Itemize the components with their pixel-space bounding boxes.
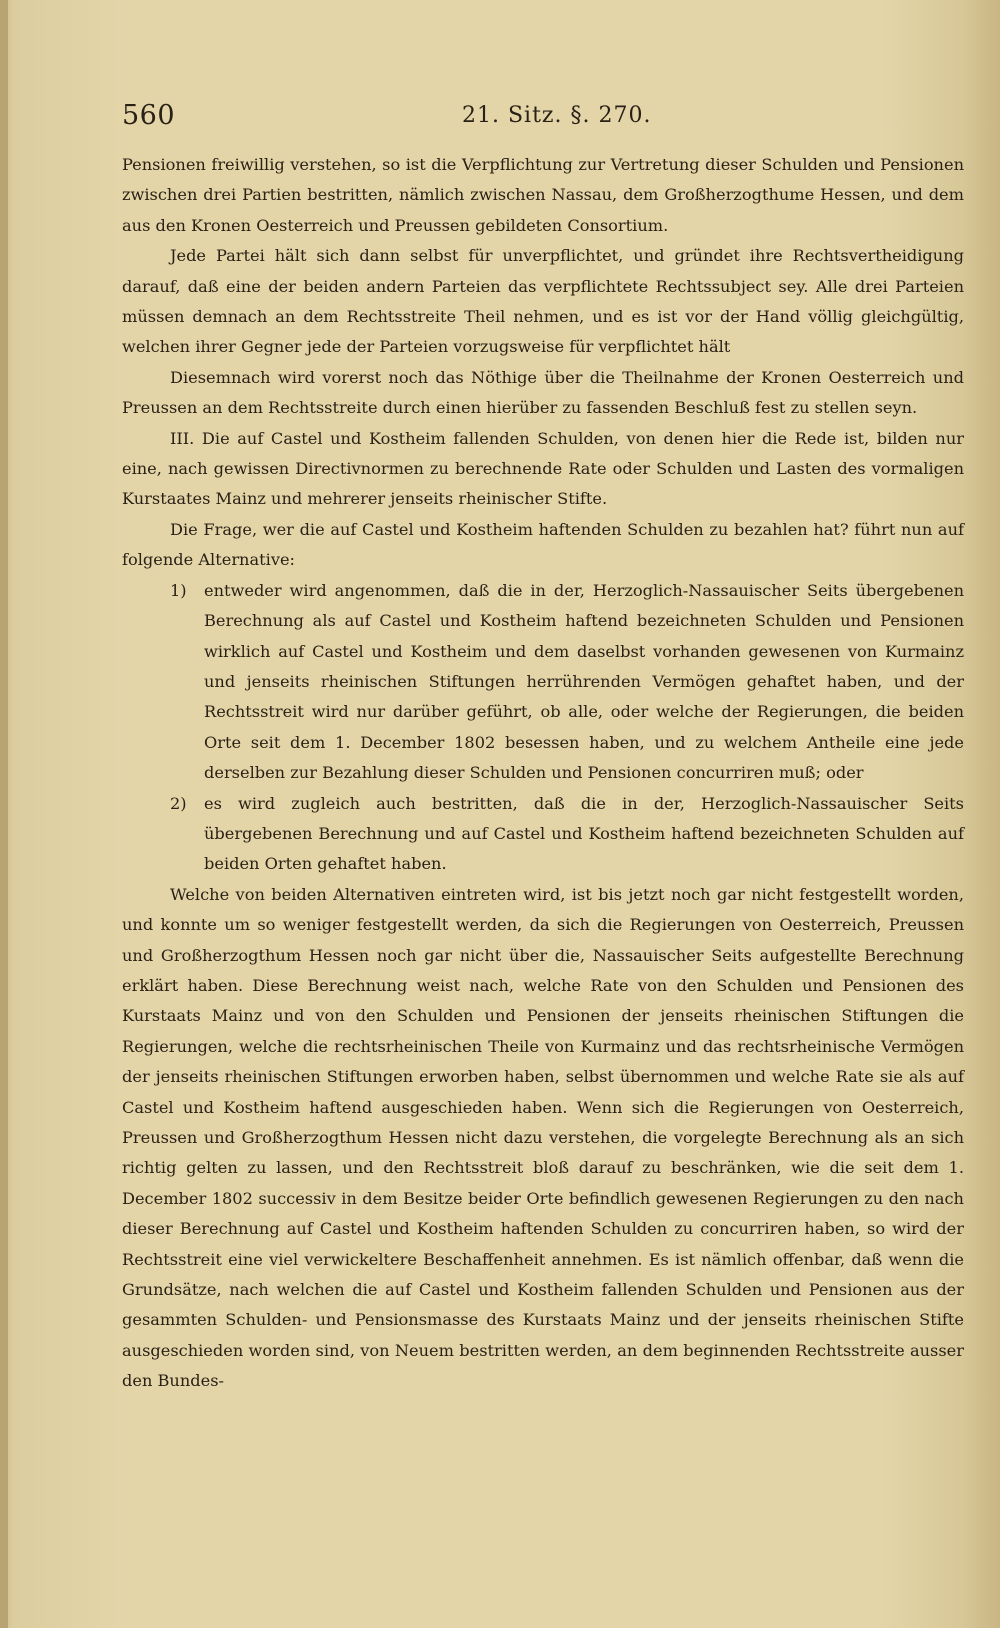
list-item bbox=[122, 789, 964, 880]
page-header bbox=[122, 100, 962, 140]
paragraph-diesemnach: Diesemnach wird vorerst noch das Nöthige über die Theilnahme der Kronen Oesterreich und Preussen an dem Rechtsstreite durch einen hierüber zu fassenden Beschluß fest zu stellen seyn. bbox=[122, 367, 964, 418]
paragraph-section-three: III. Die auf Castel und Kostheim fallenden Schulden, von denen hier die Rede ist, bilden nur eine, nach gewissen Directivnormen zu berechnende Rate oder Schulden und Lasten des vormaligen Kurstaates Mainz und mehrerer jenseits rheinischer Stifte. bbox=[122, 428, 964, 509]
list-item-number: 2) bbox=[170, 793, 187, 813]
running-title: 21. Sitz. §. 270. bbox=[462, 103, 652, 128]
list-item-text: es wird zugleich auch bestritten, daß die in der, Herzoglich-Nassauischer Seits übergebenen Berechnung und auf Castel und Kostheim haftend bezeichneten Schulden auf beiden Orten gehaftet haben. bbox=[204, 793, 964, 874]
paragraph-welche: Welche von beiden Alternativen eintreten wird, ist bis jetzt noch gar nicht festgestellt worden, und konnte um so weniger festgestellt werden, da sich die Regierungen von Oesterreich, Preussen und Großherzogthum Hessen noch gar nicht über die, Nassauischer Seits aufgestellte Berechnung erklärt haben. Diese Berechnung weist nach, welche Rate von den Schulden und Pensionen des Kurstaats Mainz und von den Schulden und Pensionen der jenseits rheinischen Stiftungen die Regierungen, welche die rechtsrheinischen Theile von Kurmainz und das rechtsrheinische Vermögen der jenseits rheinischen Stiftungen erworben haben, selbst übernommen und welche Rate sie als auf Castel und Kostheim haftend ausgeschieden haben. Wenn sich die Regierungen von Oesterreich, Preussen und Großherzogthum Hessen nicht dazu verstehen, die vorgelegte Berechnung als an sich richtig gelten zu lassen, und den Rechtsstreit bloß darauf zu beschränken, wie die seit dem 1. December 1802 successiv in dem Besitze beider Orte befindlich gewesenen Regierungen zu den nach dieser Berechnung auf Castel und Kostheim haftenden Schulden zu concurriren haben, so wird der Rechtsstreit eine viel verwickeltere Beschaffenheit annehmen. Es ist nämlich offenbar, daß wenn die Grundsätze, nach welchen die auf Castel und Kostheim fallenden Schulden und Pensionen aus der gesammten Schulden- und Pensionsmasse des Kurstaats Mainz und der jenseits rheinischen Stifte ausgeschieden worden sind, von Neuem bestritten werden, an dem beginnenden Rechtsstreite ausser den Bundes- bbox=[122, 884, 964, 1391]
paragraph-frage: Die Frage, wer die auf Castel und Kostheim haftenden Schulden zu bezahlen hat? führt nun auf folgende Alternative: bbox=[122, 519, 964, 570]
paragraph-party: Jede Partei hält sich dann selbst für unverpflichtet, und gründet ihre Rechtsvertheidigung darauf, daß eine der beiden andern Parteien das verpflichtete Rechtssubject sey. Alle drei Parteien müssen demnach an dem Rechtsstreite Theil nehmen, und es ist vor der Hand völlig gleichgültig, welchen ihrer Gegner jede der Parteien vorzugsweise für verpflichtet hält bbox=[122, 246, 964, 357]
body-text bbox=[122, 150, 964, 1397]
paragraph-continuation: Pensionen freiwillig verstehen, so ist die Verpflichtung zur Vertretung dieser Schulden und Pensionen zwischen drei Partien bestritten, nämlich zwischen Nassau, dem Großherzogthume Hessen, und dem aus den Kronen Oesterreich und Preussen gebildeten Consortium. bbox=[122, 155, 964, 235]
page-number: 560 bbox=[122, 100, 176, 131]
page-edge bbox=[0, 0, 8, 1628]
list-item-text: entweder wird angenommen, daß die in der, Herzoglich-Nassauischer Seits übergebenen Berechnung als auf Castel und Kostheim haftend bezeichneten Schulden und Pensionen wirklich auf Castel und Kostheim und dem daselbst vorhanden gewesenen von Kurmainz und jenseits rheinischen Stiftungen herrührenden Vermögen gehaftet haben, und der Rechtsstreit wird nur darüber geführt, ob alle, oder welche der Regierungen, die beiden Orte seit dem 1. December 1802 besessen haben, und zu welchem Antheile eine jede derselben zur Bezahlung dieser Schulden und Pensionen concurriren muß; oder bbox=[204, 580, 964, 783]
list-item bbox=[122, 576, 964, 789]
list-item-number: 1) bbox=[170, 580, 187, 600]
